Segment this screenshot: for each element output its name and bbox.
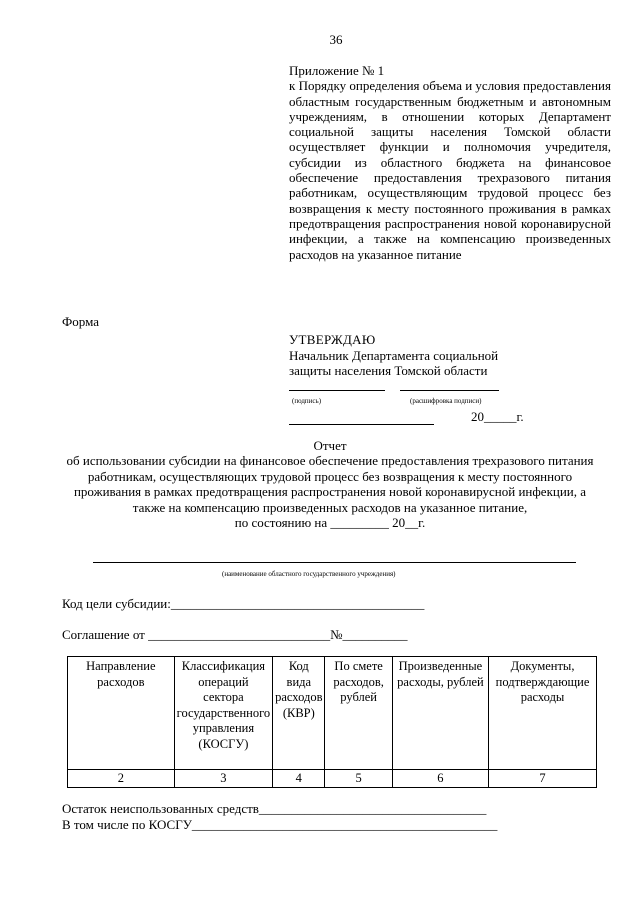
annex-title: Приложение № 1 (289, 63, 385, 78)
approver-position-line1: Начальник Департамента социальной (289, 347, 499, 363)
table-header-row (68, 657, 597, 770)
institution-line (93, 562, 576, 563)
subsidy-goal-code-field: Код цели субсидии:_______________________________________ (62, 596, 425, 611)
approver-position-line2: защиты населения Томской области (289, 363, 488, 378)
table-cell: 3 (174, 770, 272, 788)
header-kvr: Код вида расходов (КВР) (273, 657, 325, 770)
page-number: 36 (329, 32, 343, 47)
annex-block (289, 63, 611, 262)
table-cell: 6 (392, 770, 488, 788)
decoding-caption: (расшифровка подписи) (410, 397, 482, 405)
remaining-funds-field: Остаток неиспользованных средств___________________________________ (62, 801, 487, 816)
report-body: об использовании субсидии на финансовое обеспечение предоставления трехразового питания работникам, осуществляющих трудовой процесс без возвращения к месту постоянного проживания в рамках предотвращения распространения новой коронавирусной инфекции, а также на компенсацию произведенных расходов на указанное питание, (66, 453, 594, 515)
header-estimate: По смете расходов, рублей (325, 657, 392, 770)
annex-text: к Порядку определения объема и условия предоставления областным государственным бюджетным и автономным учреждениям, в отношении которых Департамент социальной защиты населения Томской области осуществляет функции и полномочия учредителя, субсидии из областного бюджета на финансовое обеспечение предоставления трехразового питания работникам, осуществляющим трудовой процесс без возвращения к месту постоянного проживания в рамках предотвращения распространения новой коронавирусной инфекции, а также на компенсацию произведенных расходов на указанное питание (289, 78, 611, 262)
approval-date: 20_____г. (471, 409, 524, 424)
signature-line (289, 390, 385, 391)
header-spent: Произведенные расходы, рублей (392, 657, 488, 770)
table-cell: 2 (68, 770, 175, 788)
table-cell: 4 (273, 770, 325, 788)
expenses-table (67, 656, 597, 788)
header-direction: Направление расходов (68, 657, 175, 770)
date-day-line (289, 424, 434, 425)
approval-block (289, 332, 498, 379)
form-label: Форма (62, 314, 99, 329)
table-cell: 5 (325, 770, 392, 788)
table-cell: 7 (489, 770, 597, 788)
including-kosgu-field: В том числе по КОСГУ_______________________________________________ (62, 817, 498, 832)
approve-word: УТВЕРЖДАЮ (289, 332, 376, 347)
agreement-field: Соглашение от ____________________________№__________ (62, 627, 408, 642)
header-kosgu: Классификация операций сектора государственного управления (КОСГУ) (174, 657, 272, 770)
institution-caption: (наименование областного государственного учреждения) (222, 570, 396, 578)
report-date-line: по состоянию на _________ 20__г. (234, 515, 426, 531)
decoding-line (400, 390, 499, 391)
header-documents: Документы, подтверждающие расходы (489, 657, 597, 770)
signature-caption: (подпись) (292, 397, 322, 405)
report-title: Отчет (313, 438, 347, 453)
report-heading (62, 438, 598, 530)
table-row (68, 770, 597, 788)
